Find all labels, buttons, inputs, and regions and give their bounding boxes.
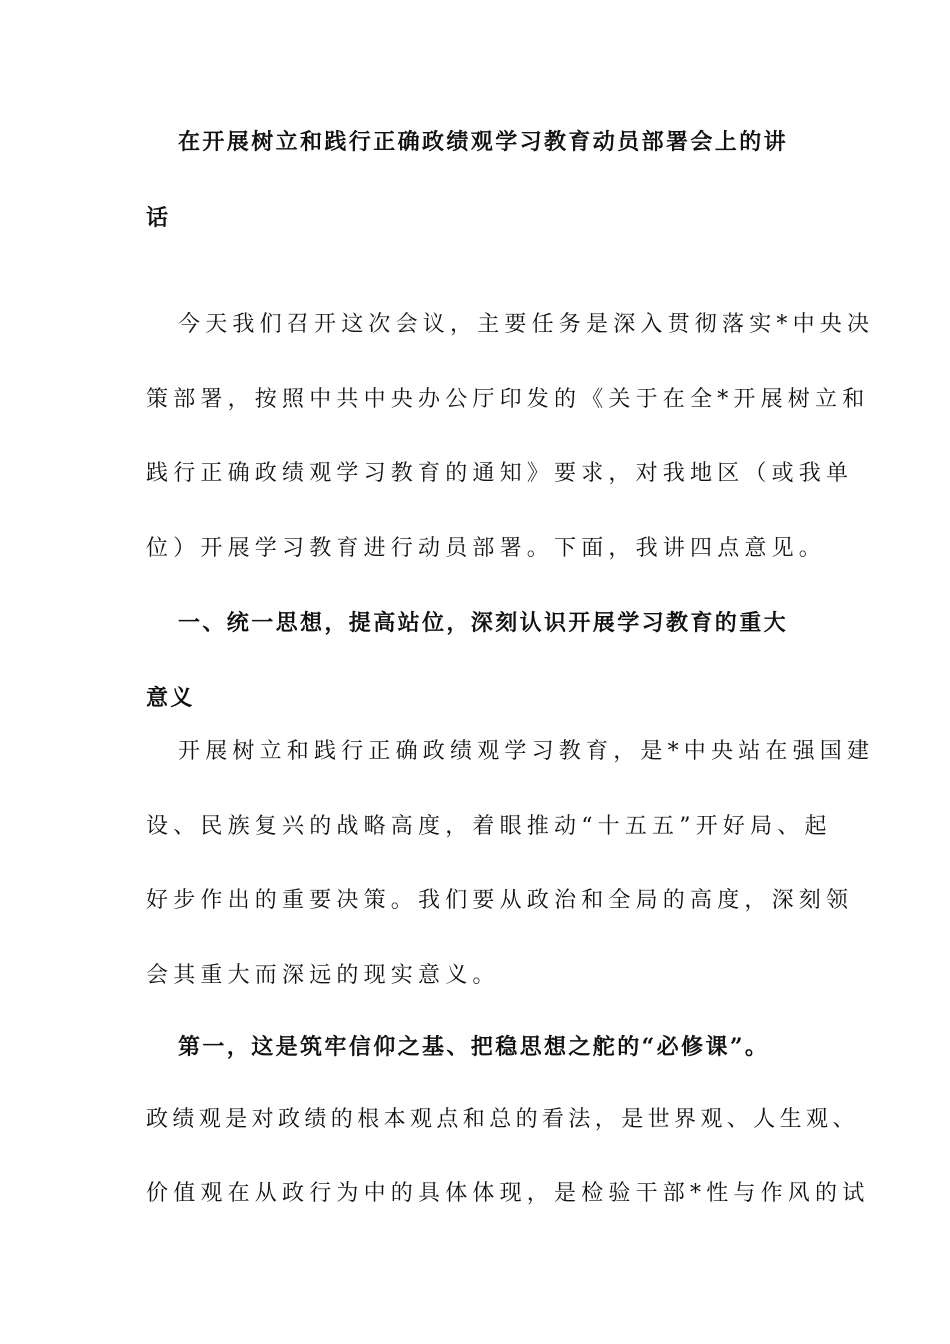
intro-paragraph-line-4: 位）开展学习教育进行动员部署。下面，我讲四点意见。 [146, 536, 827, 561]
intro-paragraph-line-1: 今天我们召开这次会议，主要任务是深入贯彻落实*中央决 [178, 312, 875, 337]
point-1-paragraph-line-2: 价值观在从政行为中的具体体现，是检验干部*性与作风的试 [146, 1181, 870, 1206]
section-1-paragraph-line-1: 开展树立和践行正确政绩观学习教育，是*中央站在强国建 [178, 739, 875, 764]
intro-paragraph-line-3: 践行正确政绩观学习教育的通知》要求，对我地区（或我单 [146, 461, 854, 486]
section-1-heading-line-1: 一、统一思想，提高站位，深刻认识开展学习教育的重大 [178, 610, 789, 636]
document-title-line-1: 在开展树立和践行正确政绩观学习教育动员部署会上的讲 [178, 129, 789, 155]
document-title-line-2: 话 [146, 205, 171, 231]
point-1-heading: 第一，这是筑牢信仰之基、把稳思想之舵的“必修课”。 [178, 1034, 770, 1060]
section-1-paragraph-line-2: 设、民族复兴的战略高度，着眼推动“十五五”开好局、起 [146, 814, 832, 839]
intro-paragraph-line-2: 策部署，按照中共中央办公厅印发的《关于在全*开展树立和 [146, 387, 870, 412]
point-1-paragraph-line-1: 政绩观是对政绩的根本观点和总的看法，是世界观、人生观、 [146, 1107, 859, 1132]
section-1-heading-line-2: 意义 [146, 685, 195, 711]
section-1-paragraph-line-3: 好步作出的重要决策。我们要从政治和全局的高度，深刻领 [146, 888, 854, 913]
section-1-paragraph-line-4: 会其重大而深远的现实意义。 [146, 963, 500, 988]
